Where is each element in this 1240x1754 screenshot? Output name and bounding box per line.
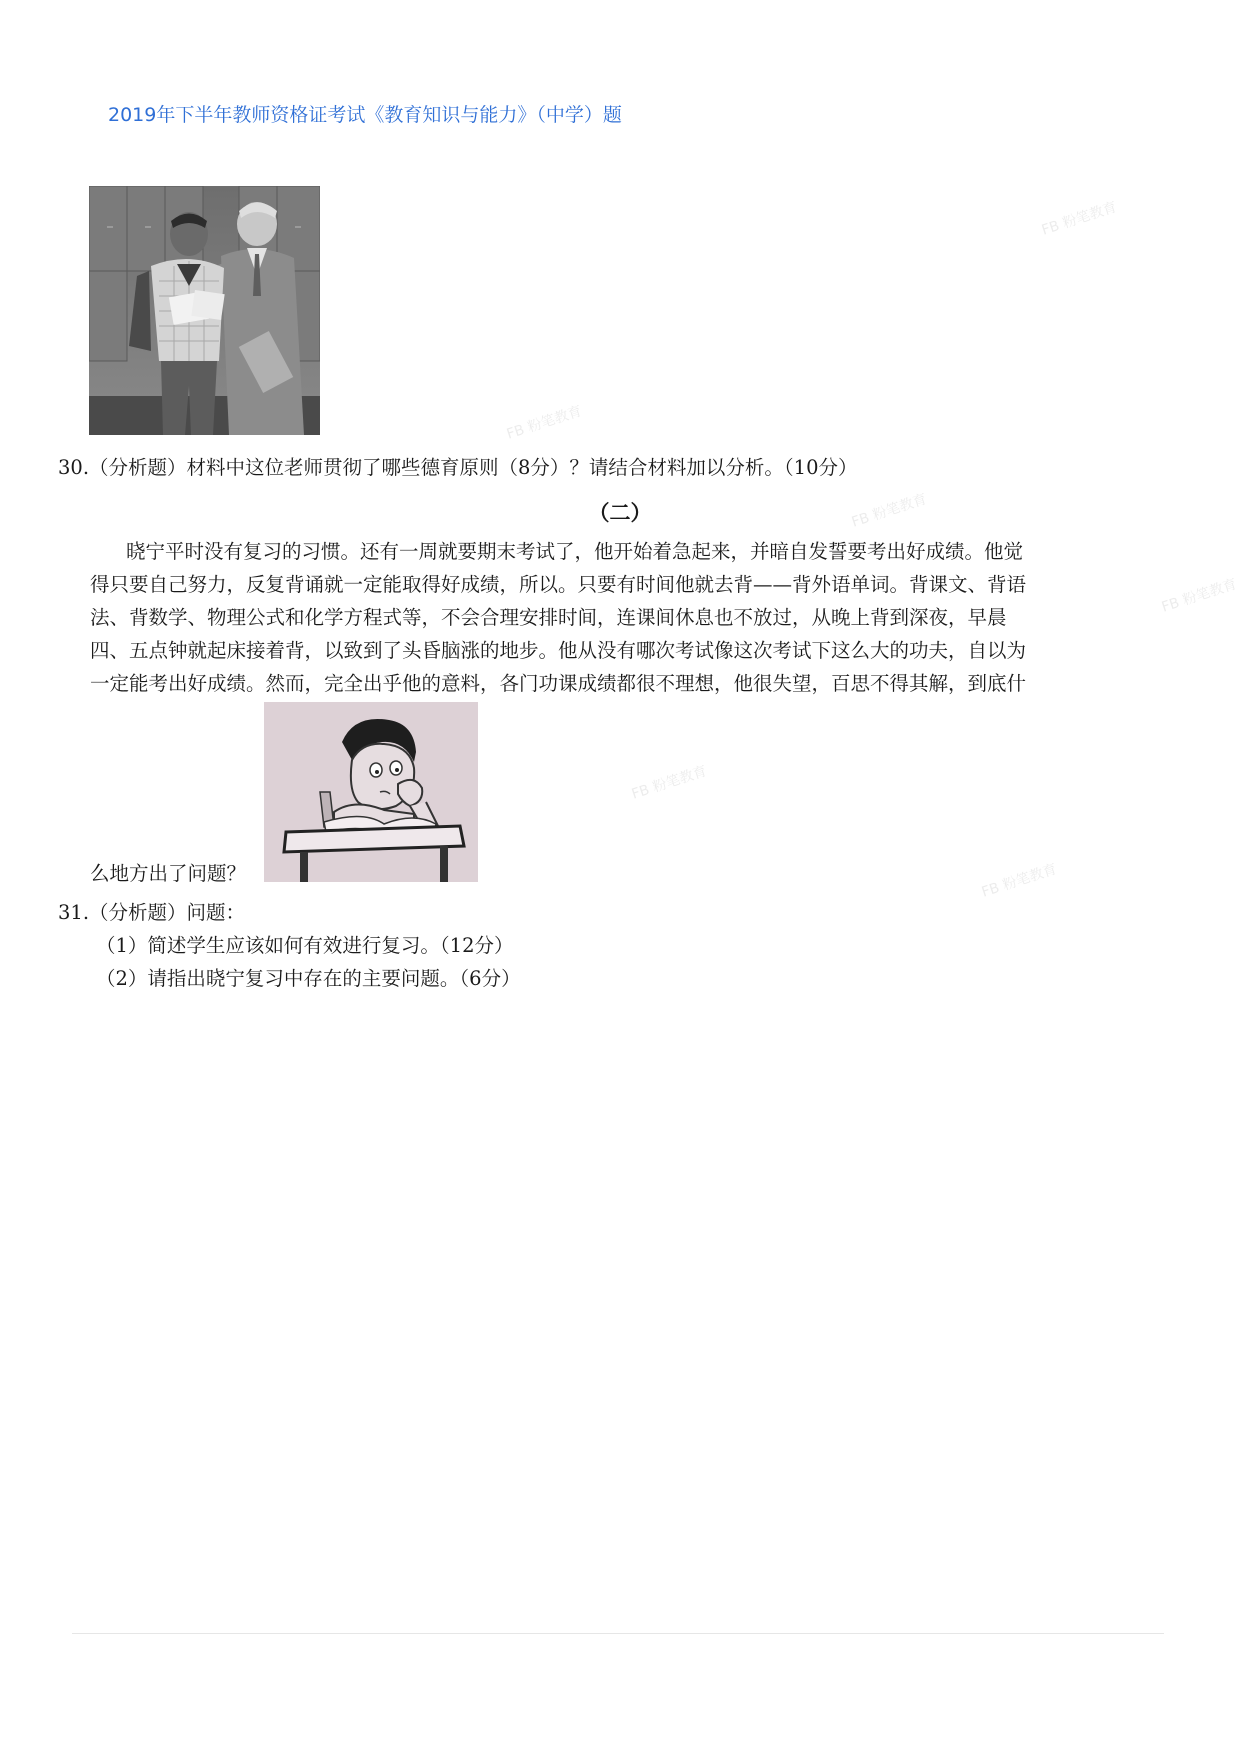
section-heading: （二）	[588, 501, 652, 525]
boy-studying-illustration	[264, 702, 478, 882]
question-31-part-1: （1）简述学生应该如何有效进行复习。（12分）	[96, 934, 514, 957]
teacher-student-photo	[89, 186, 320, 435]
question-31-part-2: （2）请指出晓宁复习中存在的主要问题。（6分）	[96, 967, 521, 990]
page-title: 2019年下半年教师资格证考试《教育知识与能力》（中学）题	[108, 104, 622, 126]
passage-line: 晓宁平时没有复习的习惯。还有一周就要期末考试了，他开始着急起来，并暗自发誓要考出好成绩。他觉	[126, 540, 1024, 563]
passage-line: 四、五点钟就起床接着背，以致到了头昏脑涨的地步。他从没有哪次考试像这次考试下这么大的功夫，自以为	[90, 639, 1027, 662]
watermark: FB 粉笔教育	[504, 403, 584, 443]
watermark: FB 粉笔教育	[629, 763, 709, 803]
watermark: FB 粉笔教育	[1159, 576, 1239, 616]
passage-line: 么地方出了问题？	[90, 862, 247, 885]
question-31-stem: 31.（分析题）问题：	[58, 901, 246, 924]
passage-line: 得只要自己努力，反复背诵就一定能取得好成绩，所以。只要有时间他就去背——背外语单词。背课文、背语	[90, 573, 1027, 596]
question-30: 30.（分析题）材料中这位老师贯彻了哪些德育原则（8分）？请结合材料加以分析。（10分）	[58, 456, 858, 479]
passage-line: 法、背数学、物理公式和化学方程式等，不会合理安排时间，连课间休息也不放过，从晚上背到深夜，早晨	[90, 606, 1007, 629]
watermark: FB 粉笔教育	[849, 491, 929, 531]
footer-divider	[72, 1633, 1164, 1634]
passage-line: 一定能考出好成绩。然而，完全出乎他的意料，各门功课成绩都很不理想，他很失望，百思不得其解，到底什	[90, 672, 1027, 695]
watermark: FB 粉笔教育	[1039, 199, 1119, 239]
watermark: FB 粉笔教育	[979, 861, 1059, 901]
